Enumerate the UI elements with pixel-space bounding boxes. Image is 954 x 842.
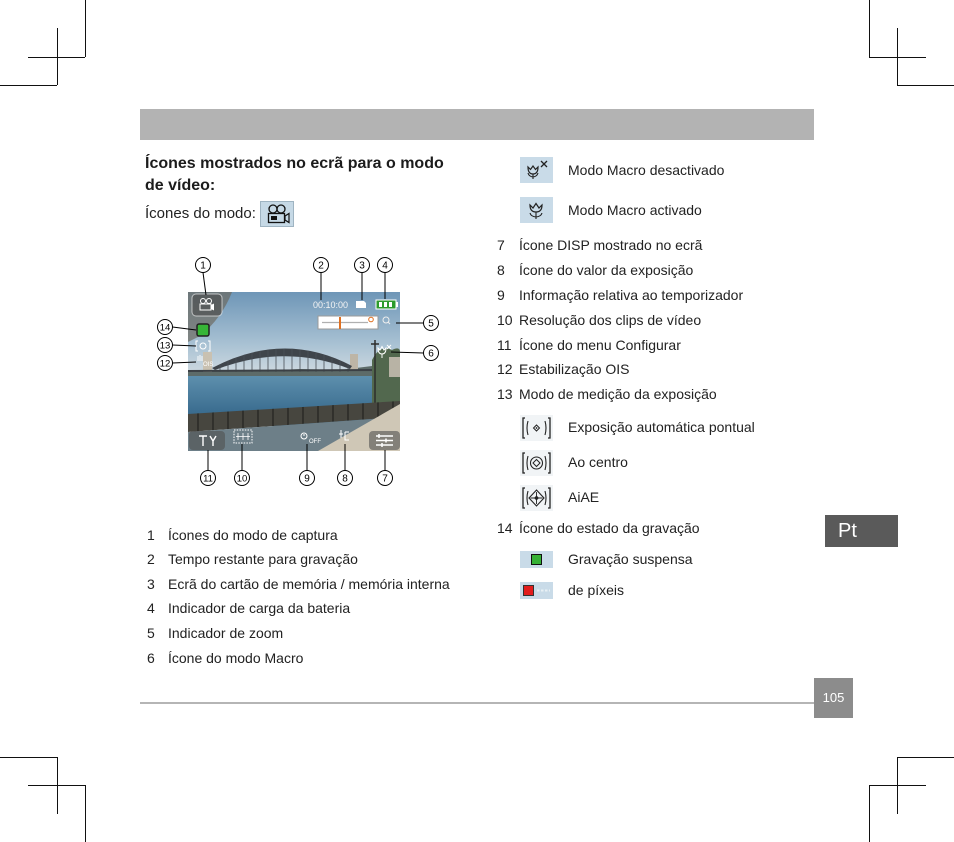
page-number: 105 — [822, 690, 845, 705]
list-item-text: Ícone do estado da gravação — [519, 520, 700, 536]
list-item-text: Ícone do modo Macro — [168, 650, 304, 666]
svg-text:11: 11 — [203, 473, 213, 485]
disp-icon — [369, 431, 400, 450]
callout-8 — [338, 471, 353, 486]
crop-mark — [85, 0, 86, 57]
section-title: Ícones mostrados no ecrã para o modo de vídeo: — [145, 155, 444, 194]
callout-13 — [158, 338, 173, 353]
list-item-number: 4 — [147, 600, 155, 616]
callout-3 — [355, 258, 370, 273]
list-item-number: 1 — [147, 527, 155, 543]
aiae-metering-icon — [520, 485, 553, 511]
list-item-text: Ecrã do cartão de memória / memória interna — [168, 576, 450, 592]
list-item-number: 9 — [497, 287, 505, 303]
svg-text:4: 4 — [382, 260, 388, 272]
center-metering-text: Ao centro — [568, 454, 628, 470]
callout-4 — [378, 258, 393, 273]
list-item-text: Tempo restante para gravação — [168, 551, 358, 567]
list-item-text: Indicador de carga da bateria — [168, 600, 351, 616]
setup-menu-icon — [189, 431, 225, 450]
recording-status-icon — [197, 324, 209, 336]
remaining-time-text: 00:10:00 — [313, 300, 349, 310]
svg-text:6: 6 — [428, 348, 434, 360]
crop-mark — [0, 85, 57, 86]
crop-mark — [869, 785, 870, 842]
callout-2 — [314, 258, 329, 273]
list-item-number: 8 — [497, 262, 505, 278]
page-number-box — [814, 678, 853, 718]
spot-metering-text: Exposição automática pontual — [568, 419, 755, 435]
callout-11 — [201, 471, 216, 486]
callout-14 — [158, 320, 173, 335]
svg-text:9: 9 — [304, 473, 310, 485]
recording-icon — [520, 582, 553, 599]
list-item-text: Informação relativa ao temporizador — [519, 287, 744, 303]
svg-text:8: 8 — [342, 473, 348, 485]
header-bar — [140, 109, 814, 140]
crop-mark — [869, 0, 870, 57]
list-item-number: 5 — [147, 625, 155, 641]
recording-paused-icon — [520, 551, 553, 568]
svg-text:14: 14 — [159, 322, 171, 334]
svg-text:10: 10 — [236, 473, 248, 485]
list-item-number: 2 — [147, 551, 155, 567]
capture-mode-icon — [192, 294, 222, 316]
list-item-text: Modo de medição da exposição — [519, 386, 717, 402]
center-metering-icon — [520, 450, 553, 476]
video-camera-icon — [260, 201, 294, 227]
list-item-number: 6 — [147, 650, 155, 666]
callout-9 — [300, 471, 315, 486]
list-item-number: 11 — [497, 337, 512, 353]
svg-text:13: 13 — [159, 340, 171, 352]
recording-text: de píxeis — [568, 582, 625, 598]
callout-10 — [235, 471, 250, 486]
list-item-number: 13 — [497, 386, 513, 402]
callout-6 — [424, 346, 439, 361]
macro-on-text: Modo Macro activado — [568, 202, 702, 218]
list-item-text: Estabilização OIS — [519, 361, 630, 377]
list-item-text: Ícone do menu Configurar — [519, 337, 681, 353]
crop-mark — [85, 785, 86, 842]
list-item-number: 7 — [497, 237, 505, 253]
list-item-text: Indicador de zoom — [168, 625, 284, 641]
svg-text:1: 1 — [200, 260, 206, 272]
list-item-text: Ícone DISP mostrado no ecrã — [519, 237, 703, 253]
crop-mark — [57, 28, 58, 85]
callout-1 — [196, 258, 211, 273]
camera-screen-diagram — [150, 250, 450, 495]
list-item-text: Resolução dos clips de vídeo — [519, 312, 702, 328]
crop-mark — [0, 757, 57, 758]
memory-card-icon — [356, 301, 366, 308]
list-item-number: 12 — [497, 361, 513, 377]
language-tab — [825, 515, 898, 547]
footer-rule — [140, 702, 814, 704]
callout-5 — [424, 316, 439, 331]
spot-metering-icon — [520, 415, 553, 441]
ois-text: OIS — [203, 362, 214, 368]
svg-text:2: 2 — [318, 260, 324, 272]
list-item-text: Ícone do valor da exposição — [519, 262, 694, 278]
battery-icon — [376, 300, 398, 309]
callout-12 — [158, 356, 173, 371]
svg-text:5: 5 — [428, 318, 434, 330]
macro-off-icon — [520, 157, 553, 183]
crop-mark — [897, 28, 898, 85]
recording-paused-text: Gravação suspensa — [568, 551, 693, 567]
svg-text:7: 7 — [382, 473, 388, 485]
list-item-number: 10 — [497, 312, 513, 328]
list-item-number: 14 — [497, 520, 513, 536]
list-item-number: 3 — [147, 576, 155, 592]
list-item-text: Ícones do modo de captura — [168, 527, 338, 543]
macro-off-text: Modo Macro desactivado — [568, 162, 725, 178]
crop-mark — [28, 785, 85, 786]
timer-text: OFF — [309, 439, 321, 445]
svg-text:12: 12 — [159, 358, 171, 370]
svg-text:3: 3 — [359, 260, 365, 272]
crop-mark — [869, 785, 926, 786]
language-tab-label: Pt — [838, 520, 857, 542]
callout-7 — [378, 471, 393, 486]
aiae-metering-text: AiAE — [568, 489, 600, 505]
mode-icons-label: Ícones do modo: — [145, 205, 256, 222]
crop-mark — [897, 757, 954, 758]
macro-on-icon — [520, 197, 553, 223]
crop-mark — [897, 85, 954, 86]
